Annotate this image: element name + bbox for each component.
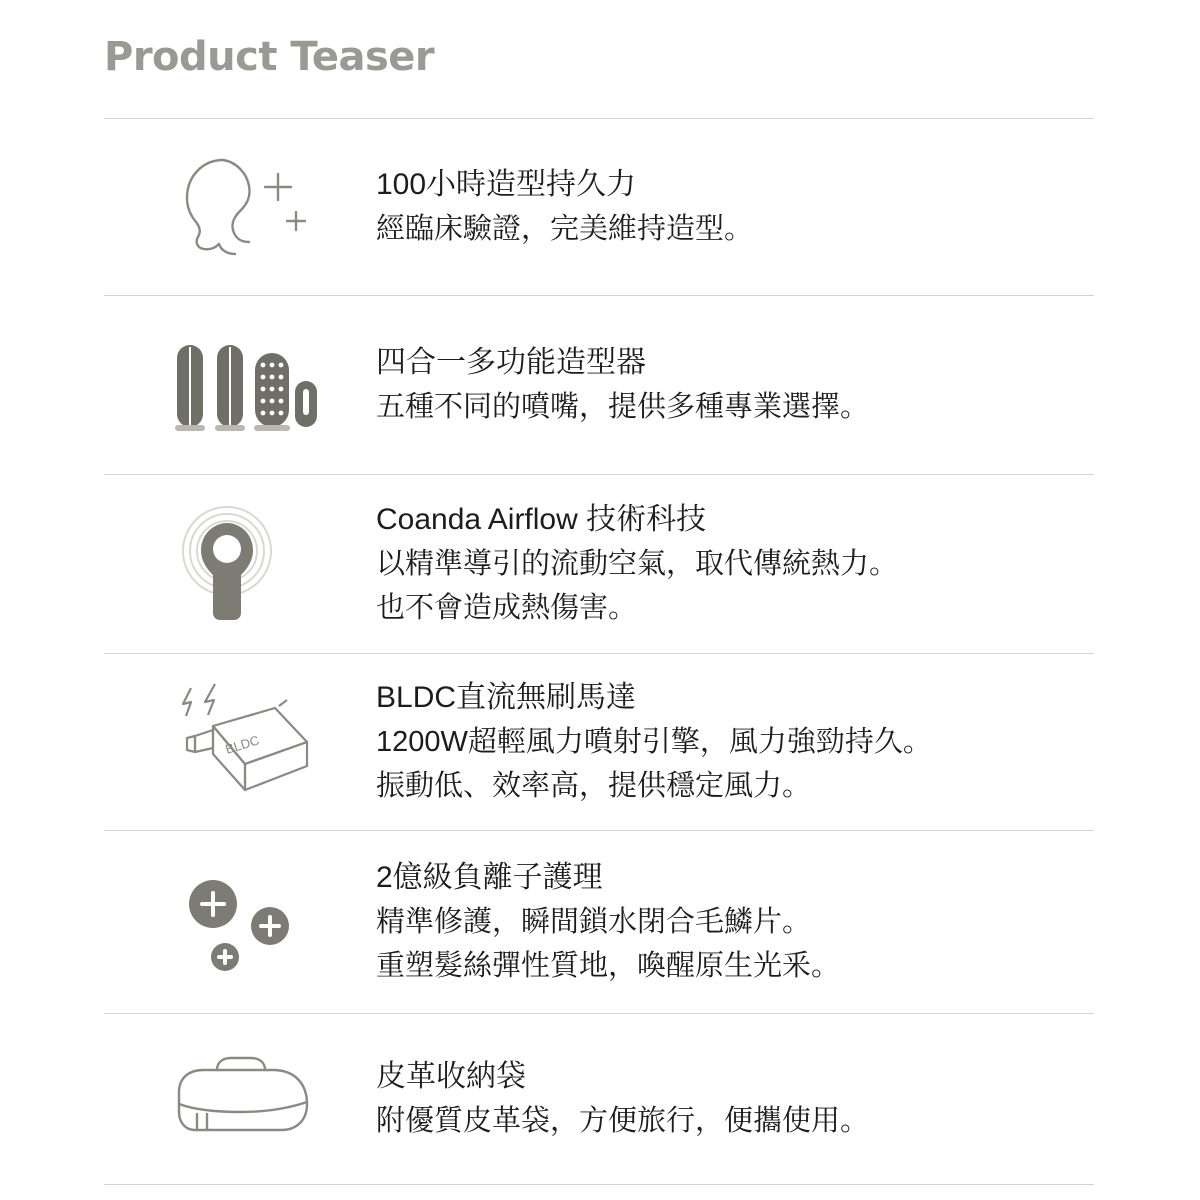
feature-heading: BLDC直流無刷馬達 — [376, 681, 637, 714]
negative-ions-icon — [165, 862, 315, 982]
feature-heading: 100小時造型持久力 — [376, 168, 637, 201]
leather-pouch-icon — [155, 1044, 325, 1154]
feature-heading: 四合一多功能造型器 — [376, 346, 646, 379]
feature-icon-cell — [104, 862, 376, 982]
feature-text-cell — [376, 676, 1094, 808]
list-item — [104, 119, 1094, 295]
feature-heading: 皮革收納袋 — [376, 1060, 526, 1093]
feature-text-cell — [376, 856, 1094, 988]
feature-desc-line: 五種不同的噴嘴，提供多種專業選擇。 — [376, 391, 870, 423]
feature-text-cell — [376, 163, 1094, 251]
feature-desc-line: 附優質皮革袋，方便旅行，便攜使用。 — [376, 1105, 870, 1137]
feature-desc-line: 也不會造成熱傷害。 — [376, 592, 638, 624]
feature-heading: Coanda Airflow 技術科技 — [376, 503, 707, 536]
face-sparkle-icon — [165, 152, 315, 262]
feature-text-cell — [376, 1055, 1094, 1143]
list-item — [104, 1014, 1094, 1184]
list-item — [104, 296, 1094, 474]
feature-icon-cell — [104, 499, 376, 629]
list-item — [104, 475, 1094, 653]
airflow-waves-icon — [165, 499, 315, 629]
feature-icon-cell — [104, 325, 376, 445]
feature-heading: 2億級負離子護理 — [376, 861, 603, 894]
feature-text-cell — [376, 341, 1094, 429]
feature-desc-line: 精準修護，瞬間鎖水閉合毛鱗片。 — [376, 906, 812, 938]
list-item — [104, 654, 1094, 830]
feature-icon-cell — [104, 682, 376, 802]
feature-desc-line: 重塑髮絲彈性質地，喚醒原生光釆。 — [376, 950, 841, 982]
feature-text-cell — [376, 498, 1094, 630]
feature-icon-cell — [104, 1044, 376, 1154]
list-item — [104, 831, 1094, 1013]
feature-icon-cell — [104, 152, 376, 262]
feature-desc-line: 振動低、效率高，提供穩定風力。 — [376, 770, 812, 802]
page-title: Product Teaser — [104, 34, 435, 80]
bldc-motor-icon — [155, 682, 325, 802]
feature-desc-line: 以精準導引的流動空氣，取代傳統熱力。 — [376, 548, 899, 580]
divider — [104, 1184, 1094, 1185]
feature-list — [104, 118, 1094, 1185]
feature-desc-line: 經臨床驗證，完美維持造型。 — [376, 213, 754, 245]
feature-desc-line: 1200W超輕風力噴射引擎，風力強勁持久。 — [376, 726, 932, 758]
svg-text:BLDC: BLDC — [223, 732, 262, 757]
styling-attachments-icon — [155, 325, 325, 445]
